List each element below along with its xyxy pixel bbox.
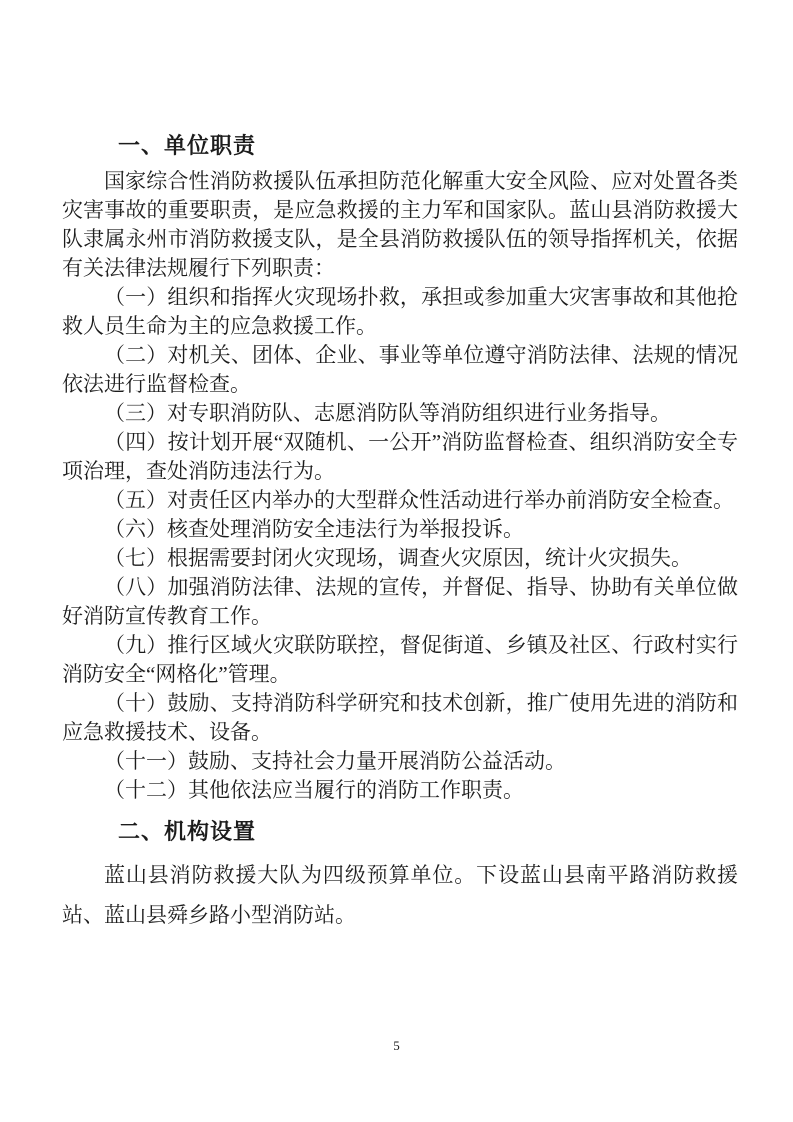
section-heading: 二、机构设置	[118, 819, 257, 844]
paragraph: （八）加强消防法律、法规的宣传，并督促、指导、协助有关单位做好消防宣传教育工作。	[62, 575, 738, 628]
paragraph: （四）按计划开展“双随机、一公开”消防监督检查、组织消防安全专项治理，查处消防违法行为。	[62, 430, 738, 483]
paragraph: （十）鼓励、支持消防科学研究和技术创新，推广使用先进的消防和应急救援技术、设备。	[62, 691, 738, 744]
paragraph: （五）对责任区内举办的大型群众性活动进行举办前消防安全检查。	[104, 488, 734, 512]
paragraph: （六）核查处理消防安全违法行为举报投诉。	[104, 517, 524, 541]
paragraph: （一）组织和指挥火灾现场扑救，承担或参加重大灾害事故和其他抢救人员生命为主的应急救援工作。	[62, 285, 738, 338]
paragraph: （七）根据需要封闭火灾现场，调查火灾原因，统计火灾损失。	[104, 546, 692, 570]
page-number: 5	[393, 1038, 400, 1053]
section-heading: 一、单位职责	[118, 133, 257, 158]
paragraph: （三）对专职消防队、志愿消防队等消防组织进行业务指导。	[104, 401, 671, 425]
paragraph: （二）对机关、团体、企业、事业等单位遵守消防法律、法规的情况依法进行监督检查。	[62, 343, 738, 396]
paragraph: （九）推行区域火灾联防联控，督促街道、乡镇及社区、行政村实行消防安全“网格化”管理。	[62, 633, 738, 686]
paragraph: （十一）鼓励、支持社会力量开展消防公益活动。	[104, 749, 566, 773]
paragraph: （十二）其他依法应当履行的消防工作职责。	[104, 778, 524, 802]
document-content	[62, 131, 738, 935]
paragraph: 蓝山县消防救援大队为四级预算单位。下设蓝山县南平路消防救援站、蓝山县舜乡路小型消防站。	[62, 863, 738, 927]
paragraph: 国家综合性消防救援队伍承担防范化解重大安全风险、应对处置各类灾害事故的重要职责，是应急救援的主力军和国家队。蓝山县消防救援大队隶属永州市消防救援支队，是全县消防救援队伍的领导指挥机关，依据有关法律法规履行下列职责：	[62, 169, 738, 280]
